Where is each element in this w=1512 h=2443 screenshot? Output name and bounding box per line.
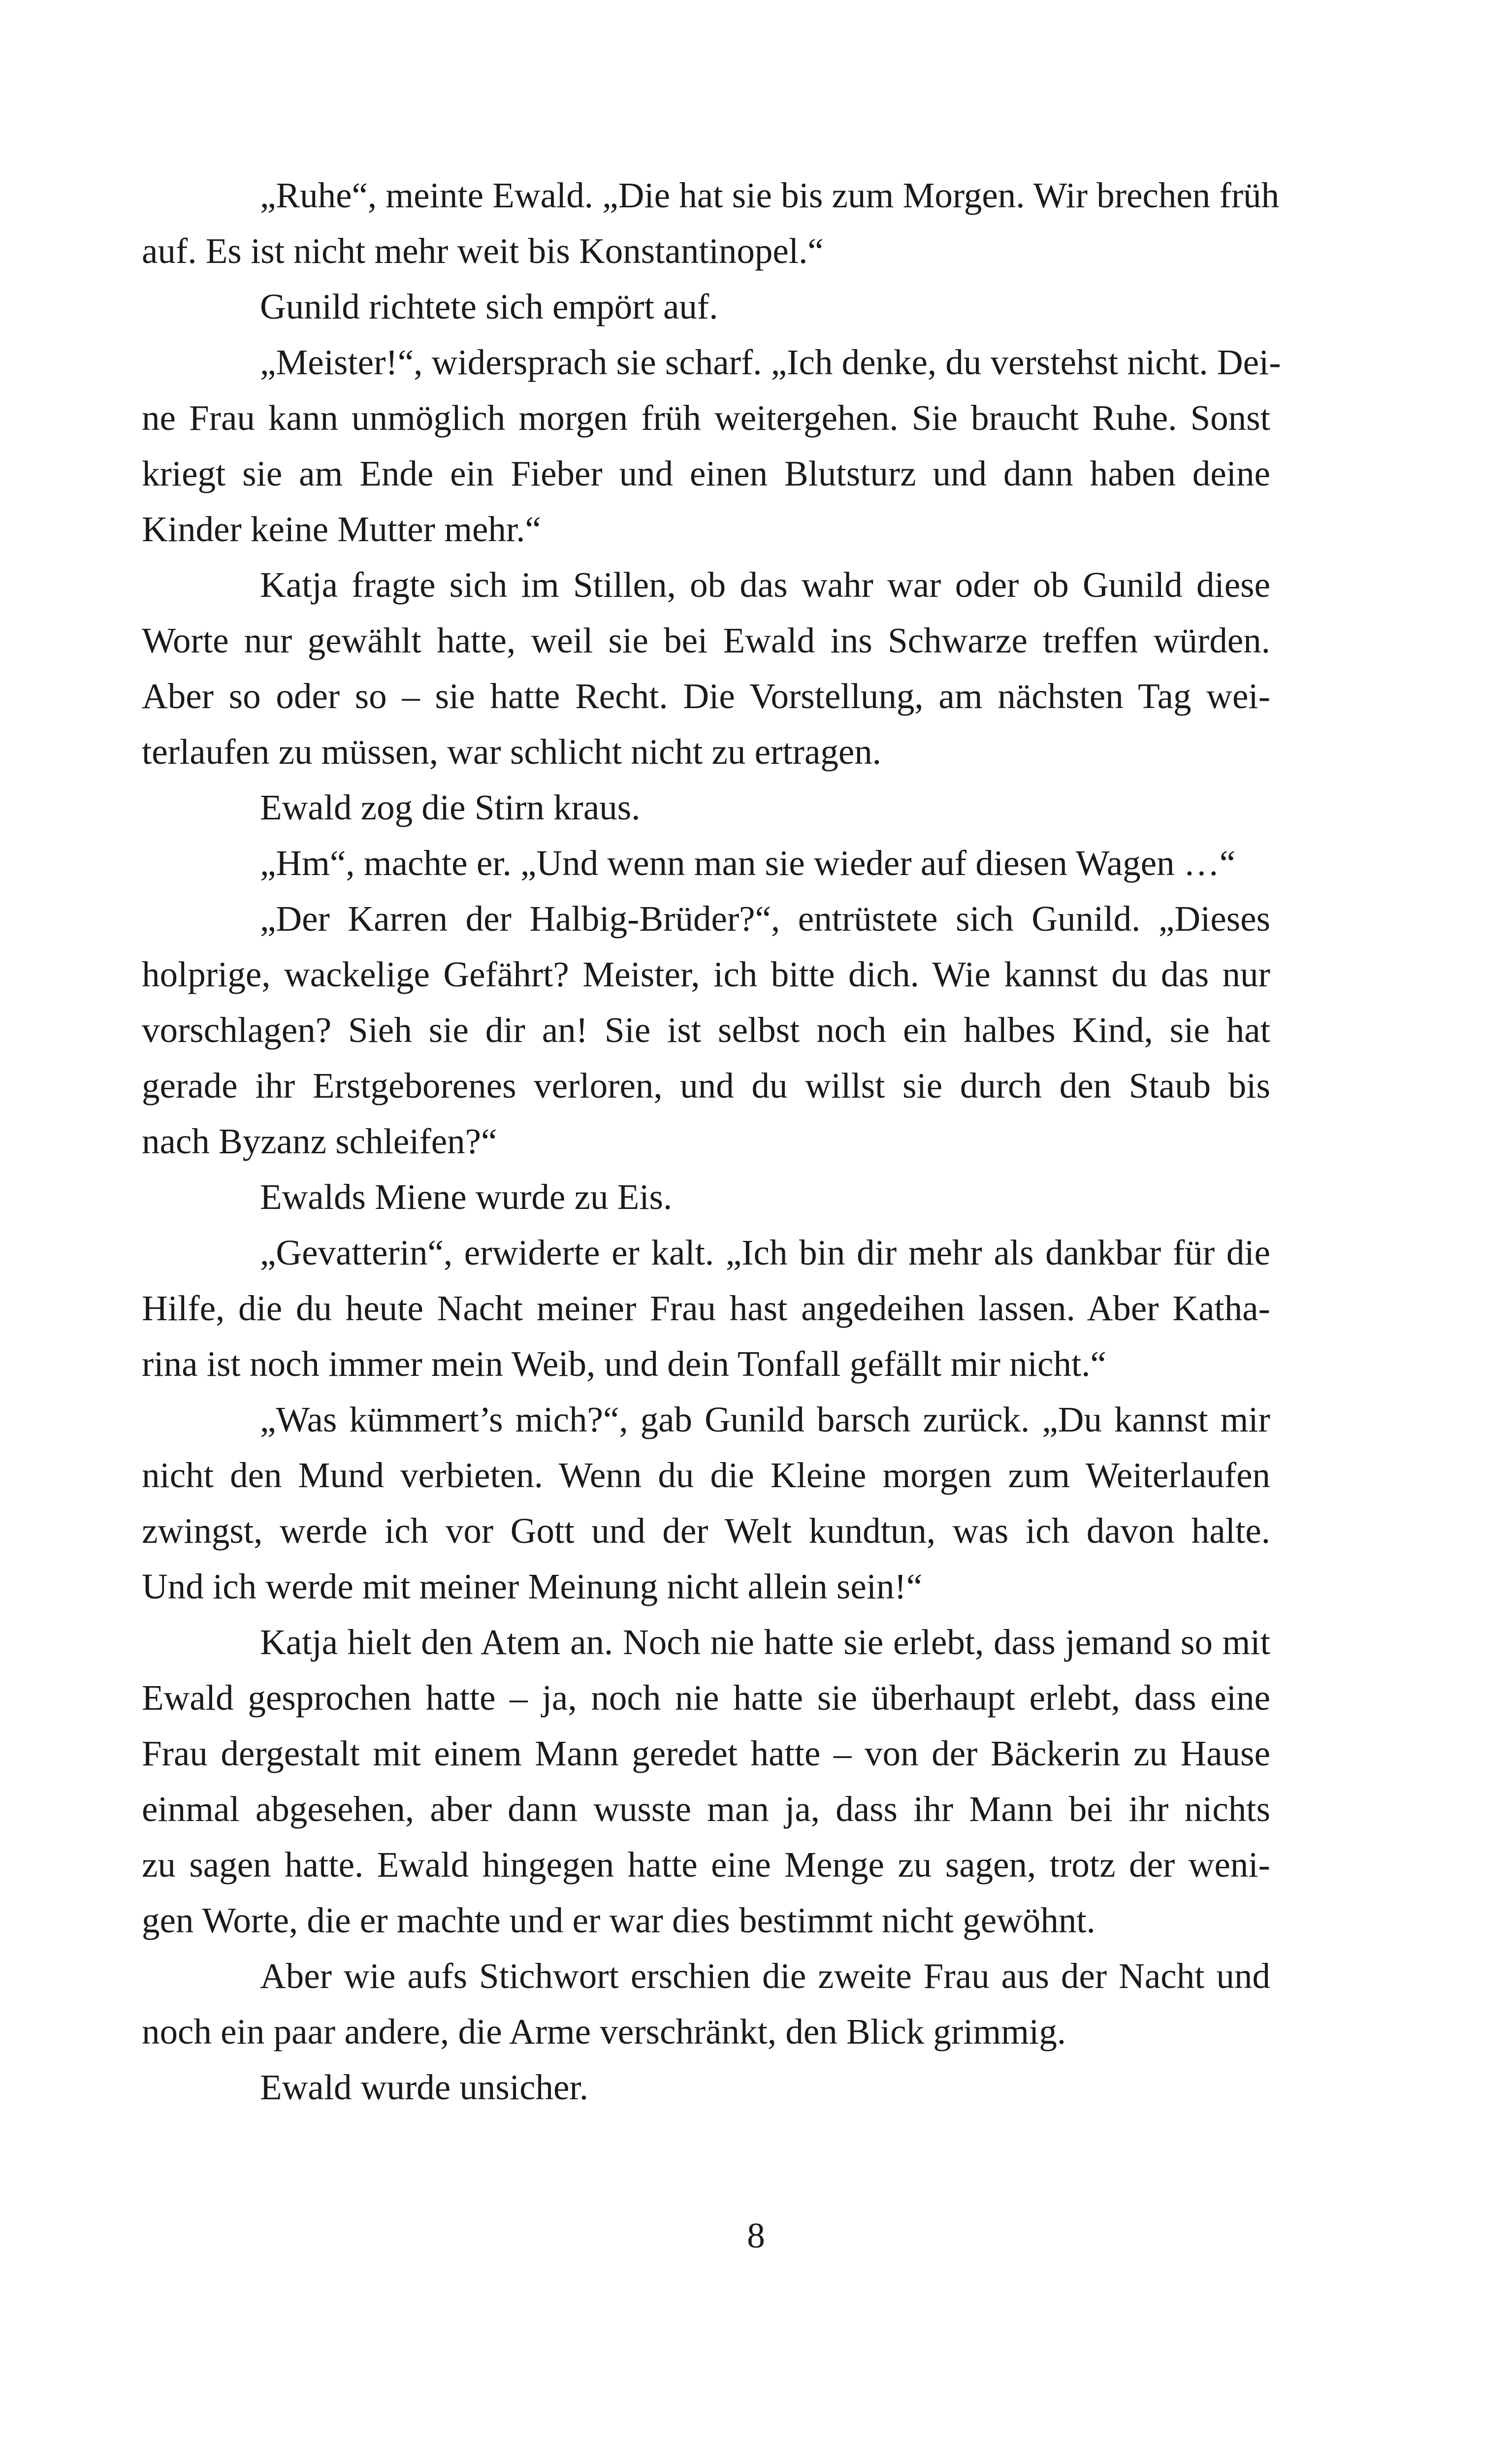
text-line: auf. Es ist nicht mehr weit bis Konstantinopel.“ — [142, 231, 824, 271]
paragraph — [142, 557, 1270, 780]
text-line: Ewald zog die Stirn kraus. — [260, 787, 641, 827]
text-line: Katja fragte sich im Stillen, ob das wahr war oder ob Gunild diese — [260, 565, 1270, 605]
text-line: „Was kümmert’s mich?“, gab Gunild barsch zurück. „Du kannst mir — [260, 1400, 1270, 1439]
text-line: gen Worte, die er machte und er war dies bestimmt nicht gewöhnt. — [142, 1900, 1095, 1940]
paragraph — [142, 279, 1270, 334]
text-line: Hilfe, die du heute Nacht meiner Frau hast angedeihen lassen. Aber Katha- — [142, 1288, 1270, 1328]
body-text — [142, 167, 1281, 2115]
text-line: nicht den Mund verbieten. Wenn du die Kleine morgen zum Weiterlaufen — [142, 1455, 1270, 1495]
text-line: vorschlagen? Sieh sie dir an! Sie ist selbst noch ein halbes Kind, sie hat — [142, 1010, 1270, 1050]
paragraph — [142, 1948, 1270, 2059]
paragraph — [142, 1614, 1270, 1948]
page-number: 8 — [747, 2215, 765, 2255]
text-line: holprige, wackelige Gefährt? Meister, ich bitte dich. Wie kannst du das nur — [142, 954, 1270, 994]
paragraph — [142, 891, 1270, 1169]
text-line: zu sagen hatte. Ewald hingegen hatte eine Menge zu sagen, trotz der weni- — [142, 1845, 1270, 1885]
text-line: nach Byzanz schleifen?“ — [142, 1121, 497, 1161]
text-line: „Gevatterin“, erwiderte er kalt. „Ich bin dir mehr als dankbar für die — [260, 1233, 1270, 1272]
text-line: Ewald wurde unsicher. — [260, 2067, 588, 2107]
text-line: Ewald gesprochen hatte – ja, noch nie hatte sie überhaupt erlebt, dass eine — [142, 1678, 1270, 1718]
paragraph — [142, 2059, 1270, 2115]
paragraph — [142, 780, 1270, 835]
text-line: „Ruhe“, meinte Ewald. „Die hat sie bis zum Morgen. Wir brechen früh — [260, 175, 1280, 215]
text-line: Worte nur gewählt hatte, weil sie bei Ewald ins Schwarze treffen würden. — [142, 620, 1270, 660]
text-line: Aber wie aufs Stichwort erschien die zweite Frau aus der Nacht und — [260, 1956, 1270, 1996]
paragraph — [142, 167, 1280, 279]
text-line: Aber so oder so – sie hatte Recht. Die Vorstellung, am nächsten Tag wei- — [142, 676, 1270, 716]
paragraph — [142, 1392, 1270, 1614]
paragraph — [142, 334, 1281, 557]
text-line: „Meister!“, widersprach sie scharf. „Ich denke, du verstehst nicht. Dei- — [260, 342, 1281, 382]
paragraph — [142, 835, 1270, 891]
text-line: kriegt sie am Ende ein Fieber und einen Blutsturz und dann haben deine — [142, 454, 1270, 493]
text-line: zwingst, werde ich vor Gott und der Welt kundtun, was ich davon halte. — [142, 1511, 1270, 1551]
text-line: Gunild richtete sich empört auf. — [260, 287, 718, 326]
text-line: Frau dergestalt mit einem Mann geredet hatte – von der Bäckerin zu Hause — [142, 1733, 1270, 1773]
text-line: einmal abgesehen, aber dann wusste man ja, dass ihr Mann bei ihr nichts — [142, 1789, 1270, 1829]
text-line: ne Frau kann unmöglich morgen früh weitergehen. Sie braucht Ruhe. Sonst — [142, 398, 1270, 438]
text-line: rina ist noch immer mein Weib, und dein Tonfall gefällt mir nicht.“ — [142, 1344, 1106, 1384]
text-line: „Hm“, machte er. „Und wenn man sie wieder auf diesen Wagen …“ — [260, 843, 1236, 883]
text-line: Kinder keine Mutter mehr.“ — [142, 509, 541, 549]
text-line: noch ein paar andere, die Arme verschränkt, den Blick grimmig. — [142, 2012, 1066, 2052]
paragraph — [142, 1225, 1270, 1392]
text-line: gerade ihr Erstgeborenes verloren, und du willst sie durch den Staub bis — [142, 1066, 1270, 1106]
text-line: Ewalds Miene wurde zu Eis. — [260, 1177, 673, 1217]
paragraph — [142, 1169, 1270, 1225]
text-line: „Der Karren der Halbig-Brüder?“, entrüstete sich Gunild. „Dieses — [260, 899, 1270, 939]
text-line: terlaufen zu müssen, war schlicht nicht zu ertragen. — [142, 732, 881, 772]
text-line: Und ich werde mit meiner Meinung nicht allein sein!“ — [142, 1566, 923, 1606]
text-line: Katja hielt den Atem an. Noch nie hatte sie erlebt, dass jemand so mit — [260, 1622, 1270, 1662]
